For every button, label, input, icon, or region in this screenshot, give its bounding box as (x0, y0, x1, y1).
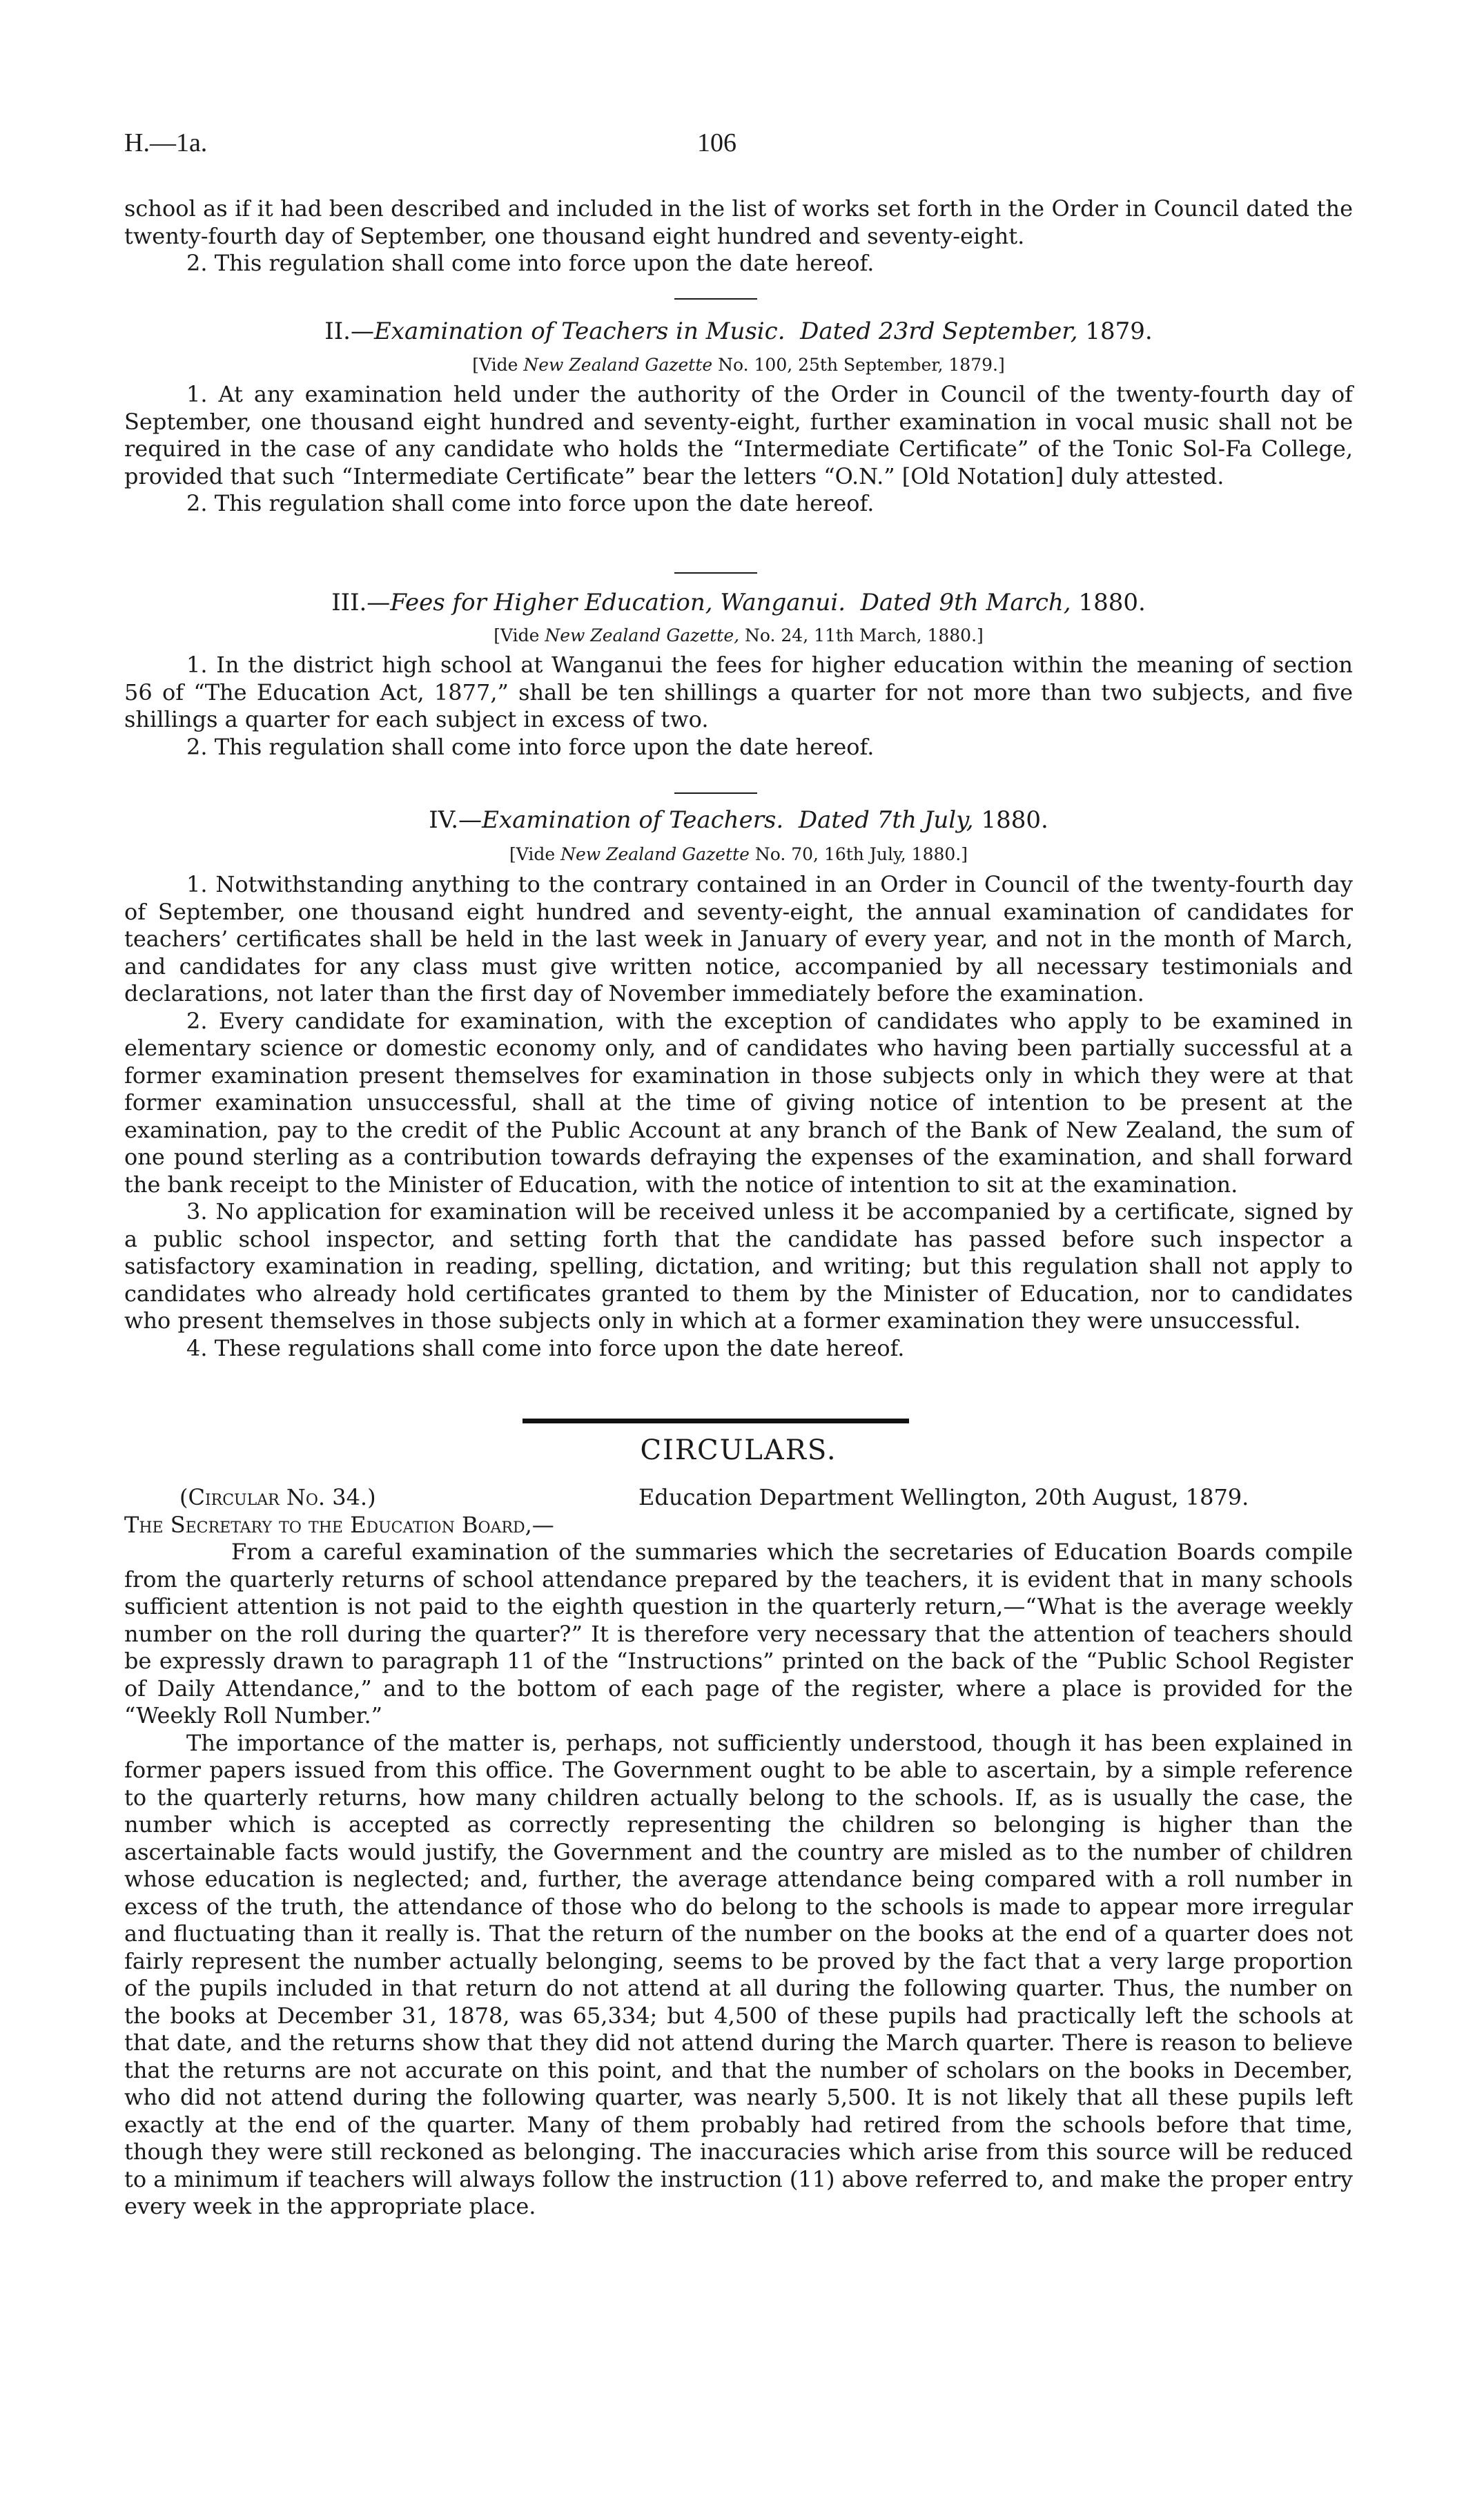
section-iv-title: IV.—Examination of Teachers. Dated 7th July, 1880. (429, 806, 1048, 834)
section-divider (674, 298, 757, 300)
section-iv-paragraph-2: 2. Every candidate for examination, with the exception of candidates who apply to be examined in elementary science or domestic economy only, and of candidates who having been partially successful at a former examination present themselves for examination in those subjects only in which they were at that former examination unsuccessful, shall at the time of giving notice of intention to be present at the examination, pay to the credit of the Public Account at any branch of the Bank of New Zealand, the sum of one pound sterling as a contribution towards defraying the expenses of the examination, and shall forward the bank receipt to the Minister of Education, with the notice of intention to sit at the examination. (124, 1007, 1353, 1198)
intro-paragraph-2: 2. This regulation shall come into force upon the date hereof. (186, 250, 875, 276)
section-iv-paragraph-1: 1. Notwithstanding anything to the contrary contained in an Order in Council of the twenty-fourth day of September, one thousand eight hundred and seventy-eight, the annual examination of candidates for teachers’ certificates shall be held in the last week in January of every year, and not in the month of March, and candidates for any class must give written notice, accompanied by all necessary testimonials and declarations, not later than the first day of November immediately before the examination. (124, 871, 1353, 1006)
section-iv-body (124, 871, 1353, 1362)
circular-paragraph-2: The importance of the matter is, perhaps, not sufficiently understood, though it has been explained in former papers issued from this office. The Government ought to be able to ascertain, by a simple reference to the quarterly returns, how many children actually belong to the schools. If, as is usually the case, the number which is accepted as correctly representing the children so belonging is higher than the ascertainable facts would justify, the Government and the country are misled as to the number of children whose education is neglected; and, further, the average attendance being compared with a roll number in excess of the truth, the attendance of those who do belong to the schools is made to appear more irregular and fluctuating than it really is. That the return of the number on the books at the end of a quarter does not fairly represent the number actually belonging, seems to be proved by the fact that a very large proportion of the pupils included in that return do not attend at all during the following quarter. Thus, the number on the books at December 31, 1878, was 65,334; but 4,500 of these pupils had practically left the schools at that date, and the returns show that they did not attend during the March quarter. There is reason to believe that the returns are not accurate on this point, and that the number of scholars on the books in December, who did not attend during the following quarter, was nearly 5,500. It is not likely that all these pupils left exactly at the end of the quarter. Many of them probably had retired from the schools before that time, though they were still reckoned as belonging. The inaccuracies which arise from this source will be reduced to a minimum if teachers will always follow the instruction (11) above referred to, and make the proper entry every week in the appropriate place. (124, 1729, 1353, 2219)
section-ii-gazette-reference: [Vide New Zealand Gazette No. 100, 25th September, 1879.] (472, 355, 1005, 375)
section-iv-gazette-reference: [Vide New Zealand Gazette No. 70, 16th July, 1880.] (509, 844, 968, 864)
circular-addressee: The Secretary to the Education Board,— (124, 1512, 554, 1538)
section-divider (674, 572, 757, 574)
section-ii-paragraph-1: 1. At any examination held under the authority of the Order in Council of the twenty-fourth day of September, one thousand eight hundred and seventy-eight, further examination in vocal music shall not be required in the case of any candidate who holds the “Intermediate Certificate” of the Tonic Sol-Fa College, provided that such “Intermediate Certificate” bear the letters “O.N.” [Old Notation] duly attested. (124, 381, 1353, 489)
section-iii-title: III.—Fees for Higher Education, Wanganui. Dated 9th March, 1880. (331, 589, 1146, 616)
circular-dateline: Education Department Wellington, 20th August, 1879. (638, 1484, 1249, 1510)
intro-block (124, 195, 1353, 277)
section-iii-paragraph-2: 2. This regulation shall come into force upon the date hereof. (186, 733, 875, 760)
circular-body (124, 1539, 1353, 2221)
page-number: 106 (697, 128, 736, 157)
section-iii-gazette-reference: [Vide New Zealand Gazette, No. 24, 11th March, 1880.] (494, 625, 984, 645)
section-iv-paragraph-3: 3. No application for examination will be received unless it be accompanied by a certificate, signed by a public school inspector, and setting forth that the candidate has passed before such inspector a satisfactory examination in reading, spelling, dictation, and writing; but this regulation shall not apply to candidates who already hold certificates granted to them by the Minister of Education, nor to candidates who present themselves in those subjects only in which at a former examination they were unsuccessful. (124, 1198, 1353, 1334)
circular-number: (Circular No. 34.) (179, 1484, 376, 1510)
section-ii-paragraph-2: 2. This regulation shall come into force upon the date hereof. (186, 490, 875, 516)
paper-reference: H.—1a. (124, 128, 208, 157)
section-iii-body (124, 652, 1353, 761)
circular-header-line (124, 1484, 1353, 1512)
intro-paragraph: school as if it had been described and included in the list of works set forth in the Order in Council dated the twenty-fourth day of September, one thousand eight hundred and seventy-eight. (124, 195, 1353, 249)
circulars-heading: CIRCULARS. (640, 1434, 837, 1466)
section-ii-body (124, 381, 1353, 518)
section-iv-paragraph-4: 4. These regulations shall come into force upon the date hereof. (186, 1334, 905, 1361)
section-iii-paragraph-1: 1. In the district high school at Wanganui the fees for higher education within the meaning of section 56 of “The Education Act, 1877,” shall be ten shillings a quarter for not more than two subjects, and five shillings a quarter for each subject in excess of two. (124, 652, 1353, 732)
circulars-rule (523, 1419, 909, 1423)
section-ii-title: II.—Examination of Teachers in Music. Dated 23rd September, 1879. (324, 318, 1153, 345)
section-divider (674, 792, 757, 794)
circular-paragraph-1: From a careful examination of the summaries which the secretaries of Education Boards compile from the quarterly returns of school attendance prepared by the teachers, it is evident that in many schools sufficient attention is not paid to the eighth question in the quarterly return,—“What is the average weekly number on the roll during the quarter?” It is therefore very necessary that the attention of teachers should be expressly drawn to paragraph 11 of the “Instructions” printed on the back of the “Public School Register of Daily Attendance,” and to the bottom of each page of the register, where a place is provided for the “Weekly Roll Number.” (124, 1539, 1353, 1728)
